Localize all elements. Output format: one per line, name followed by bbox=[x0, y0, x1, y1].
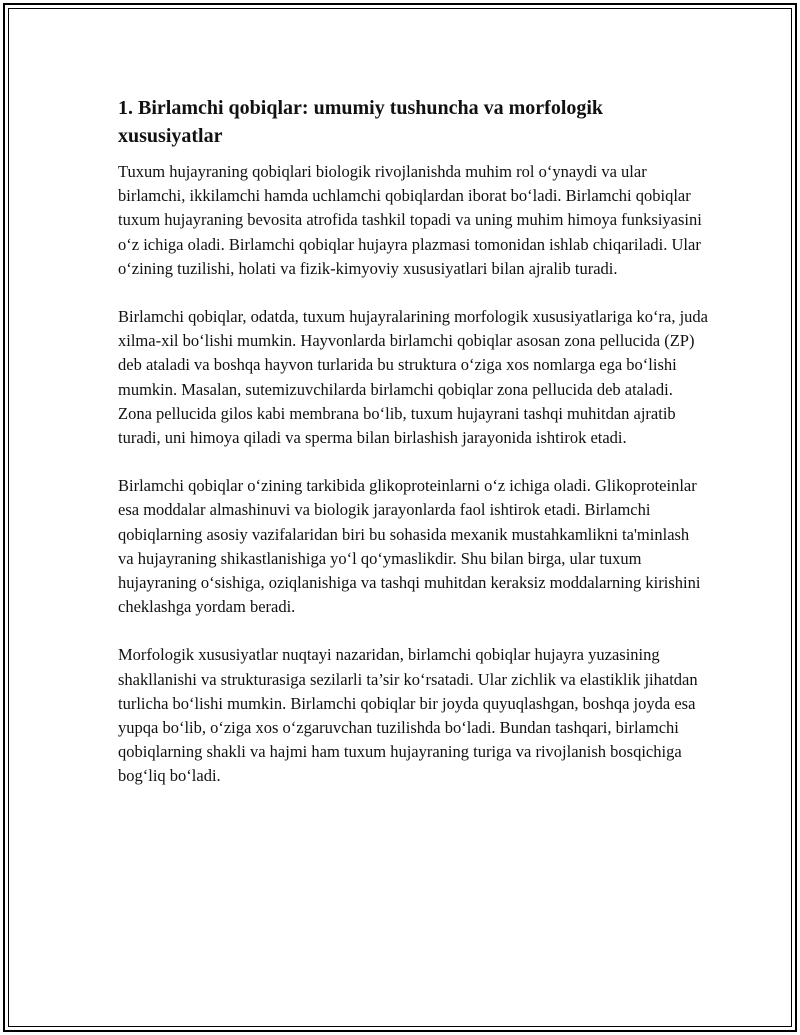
paragraph-1: Tuxum hujayraning qobiqlari biologik rivojlanishda muhim rol oʻynaydi va ular birlamchi, ikkilamchi hamda uchlamchi qobiqlardan iborat boʻladi. Birlamchi qobiqlar tuxum hujayraning bevosita atrofida tashkil topadi va uning muhim himoya funksiyasini oʻz ichiga oladi. Birlamchi qobiqlar hujayra plazmasi tomonidan ishlab chiqariladi. Ular oʻzining tuzilishi, holati va fizik-kimyoviy xususiyatlari bilan ajralib turadi. bbox=[118, 162, 702, 278]
document-body bbox=[118, 94, 708, 813]
paragraph-2: Birlamchi qobiqlar, odatda, tuxum hujayralarining morfologik xususiyatlariga koʻra, juda xilma-xil boʻlishi mumkin. Hayvonlarda birlamchi qobiqlar asosan zona pellucida (ZP) deb ataladi va boshqa hayvon turlarida bu struktura oʻziga xos nomlarga ega boʻlishi mumkin. Masalan, sutemizuvchilarda birlamchi qobiqlar zona pellucida deb ataladi. Zona pellucida gilos kabi membrana boʻlib, tuxum hujayrani tashqi muhitdan ajratib turadi, uni himoya qiladi va sperma bilan birlashish jarayonida ishtirok etadi. bbox=[118, 307, 708, 448]
paragraph-3: Birlamchi qobiqlar oʻzining tarkibida glikoproteinlarni oʻz ichiga oladi. Glikoproteinlar esa moddalar almashinuvi va biologik jarayonlarda faol ishtirok etadi. Birlamchi qobiqlarning asosiy vazifalaridan biri bu sohasida mexanik mustahkamlikni ta'minlash va hujayraning shikastlanishiga yoʻl qoʻymaslikdir. Shu bilan birga, ular tuxum hujayraning oʻsishiga, oziqlanishiga va tashqi muhitdan keraksiz moddalarning kirishini cheklashga yordam beradi. bbox=[118, 476, 701, 617]
paragraph-4: Morfologik xususiyatlar nuqtayi nazaridan, birlamchi qobiqlar hujayra yuzasining shakllanishi va strukturasiga sezilarli ta’sir koʻrsatadi. Ular zichlik va elastiklik jihatdan turlicha boʻlishi mumkin. Birlamchi qobiqlar bir joyda quyuqlashgan, boshqa joyda esa yupqa boʻlib, oʻziga xos oʻzgaruvchan tuzilishda boʻladi. Bundan tashqari, birlamchi qobiqlarning shakli va hajmi ham tuxum hujayraning turiga va rivojlanish bosqichiga bogʻliq boʻladi. bbox=[118, 645, 698, 786]
section-heading: 1. Birlamchi qobiqlar: umumiy tushuncha va morfologik xususiyatlar bbox=[118, 97, 604, 147]
